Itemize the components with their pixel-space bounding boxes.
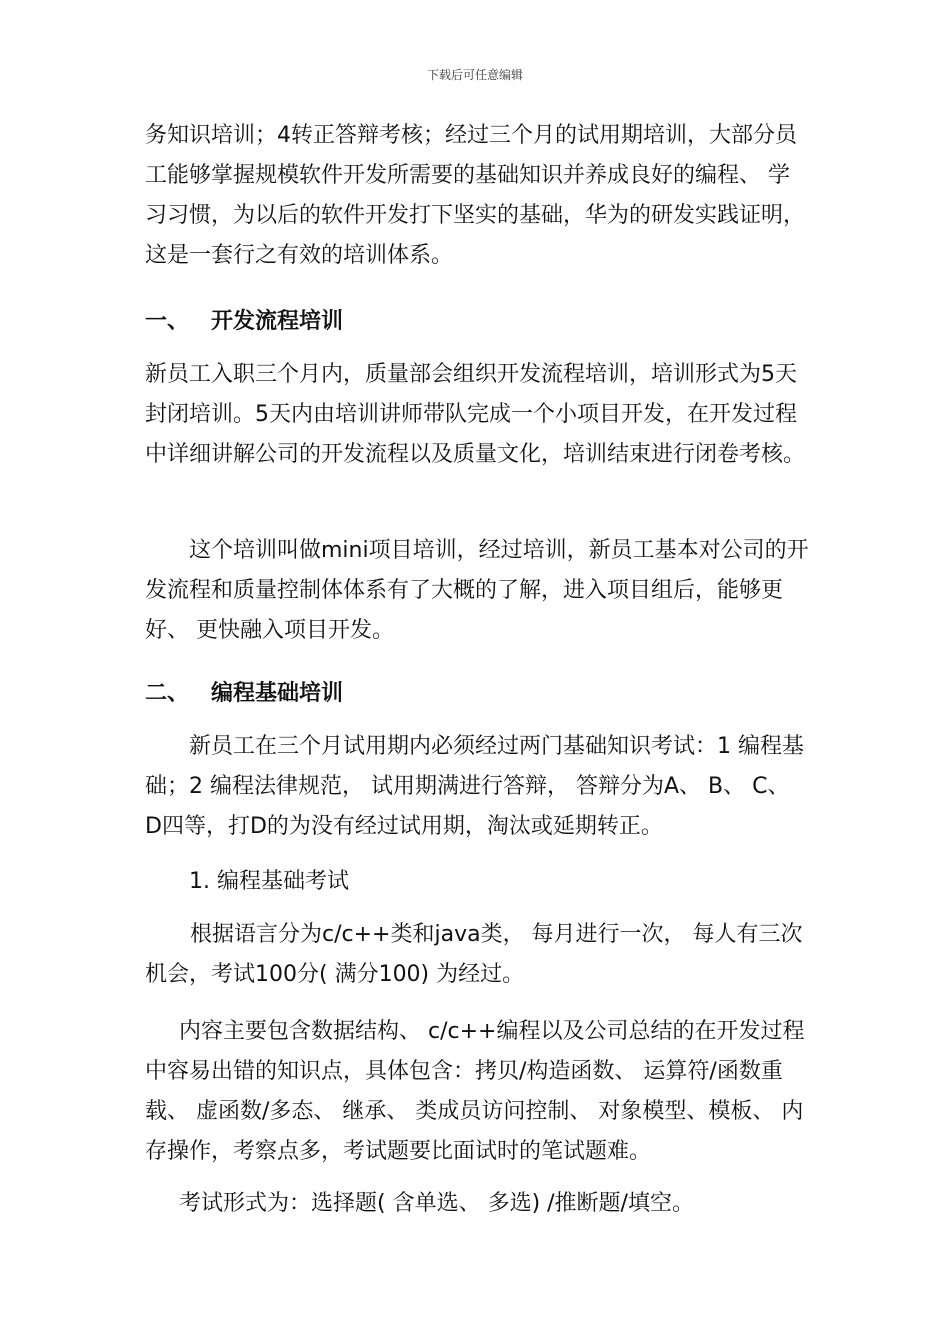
section2-heading (145, 679, 810, 709)
header-note: 下载后可任意编辑 (426, 68, 523, 82)
intro-paragraph: 务知识培训；4转正答辩考核；经过三个月的试用期培训，大部分员工能够掌握规模软件开发所需要的基础知识并养成良好的编程、 学习习惯，为以后的软件开发打下坚实的基础，华为的研发实践证明，这是一套行之有效的培训体系。 (145, 123, 806, 268)
section2-paragraph2: 根据语言分为c/c++类和java类， 每月进行一次， 每人有三次机会，考试100分( 满分100) 为经过。 (145, 922, 803, 987)
section2-number: 二、 (145, 681, 190, 706)
section1-heading (145, 307, 810, 337)
section1-paragraph1: 新员工入职三个月内，质量部会组织开发流程培训，培训形式为5天封闭培训。5天内由培训讲师带队完成一个小项目开发，在开发过程中详细讲解公司的开发流程以及质量文化，培训结束进行闭卷考核。 (145, 362, 806, 467)
section1-number: 一、 (145, 309, 190, 334)
section1-paragraph2: 这个培训叫做mini项目培训，经过培训，新员工基本对公司的开发流程和质量控制体体系有了大概的了解，进入项目组后，能够更好、 更快融入项目开发。 (145, 538, 809, 643)
section2-subheading: 1. 编程基础考试 (189, 869, 349, 894)
section2-title: 编程基础培训 (211, 681, 344, 706)
section1-title: 开发流程培训 (211, 309, 344, 334)
section2-paragraph1: 新员工在三个月试用期内必须经过两门基础知识考试：1 编程基础；2 编程法律规范， 试用期满进行答辩， 答辩分为A、 B、 C、 D四等，打D的为没有经过试用期，淘汰或延期转正。 (145, 734, 804, 839)
section2-paragraph4: 考试形式为：选择题( 含单选、 多选) /推断题/填空。 (179, 1191, 694, 1216)
section2-paragraph3: 内容主要包含数据结构、 c/c++编程以及公司总结的在开发过程中容易出错的知识点，具体包含：拷贝/构造函数、 运算符/函数重载、 虚函数/多态、 继承、 类成员访问控制、 对象模型、模板、 内存操作，考察点多，考试题要比面试时的笔试题难。 (145, 1019, 805, 1164)
